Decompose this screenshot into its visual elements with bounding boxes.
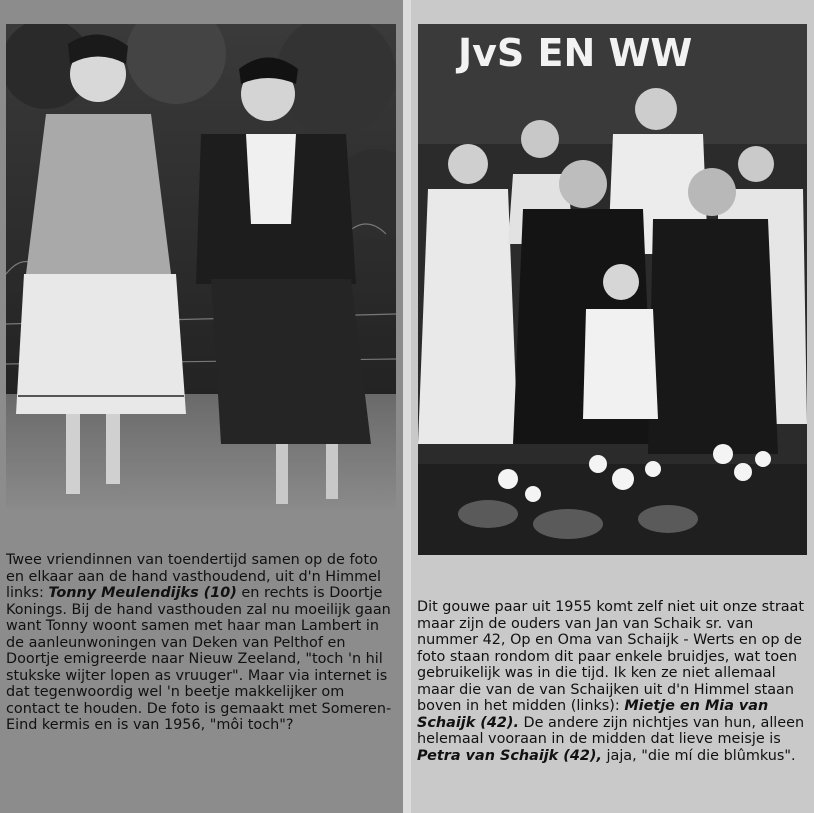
right-panel — [411, 0, 814, 813]
panel-divider — [403, 0, 411, 813]
photo-golden-couple — [418, 24, 807, 555]
highlight-names-mietje-mia: Mietje en Mia van Schaijk (42). — [417, 698, 769, 731]
right-caption-middle: De andere zijn nichtjes van hun, alleen helemaal vooraan in de midden dat lieve meisje is — [417, 714, 805, 747]
left-caption-rest: en rechts is Doortje Konings. Bij de hand vasthouden zal nu moeilijk gaan want Tonny woont samen met haar man Lambert in de aanleunwoningen van Deken van Pelthof en Doortje emigreerde naar Nieuw Zeeland, "toch 'n hil stukske wijter lopen as vruuger". Maar via internet is dat tegenwoordig wel 'n beetje makkelijker om contact te houden. De foto is gemaakt met Someren-Eind kermis en is van 1956, "môi toch"? — [6, 585, 392, 733]
right-caption — [417, 599, 812, 764]
right-caption-end: jaja, "die mí die blûmkus". — [601, 747, 796, 764]
left-panel — [0, 0, 403, 813]
left-caption-intro: Twee vriendinnen van toendertijd samen op de foto en elkaar aan de hand vasthoudend, uit d'n Himmel links: — [6, 552, 382, 601]
highlight-name-petra: Petra van Schaijk (42), — [417, 747, 602, 764]
photo-banner-text: JvS EN WW — [458, 31, 693, 75]
left-caption — [6, 552, 400, 734]
photo-two-friends — [6, 24, 396, 509]
highlight-name-tonny: Tonny Meulendijks (10) — [48, 585, 237, 601]
right-caption-intro: Dit gouwe paar uit 1955 komt zelf niet uit onze straat maar zijn de ouders van Jan van Schaik sr. van nummer 42, Op en Oma van Schaijk - Werts en op de foto staan rondom dit paar enkele bruidjes, wat toen gebruikelijk was in die tijd. Ik ken ze niet allemaal maar die van de van Schaijken uit d'n Himmel staan boven in het midden (links): — [417, 599, 805, 714]
